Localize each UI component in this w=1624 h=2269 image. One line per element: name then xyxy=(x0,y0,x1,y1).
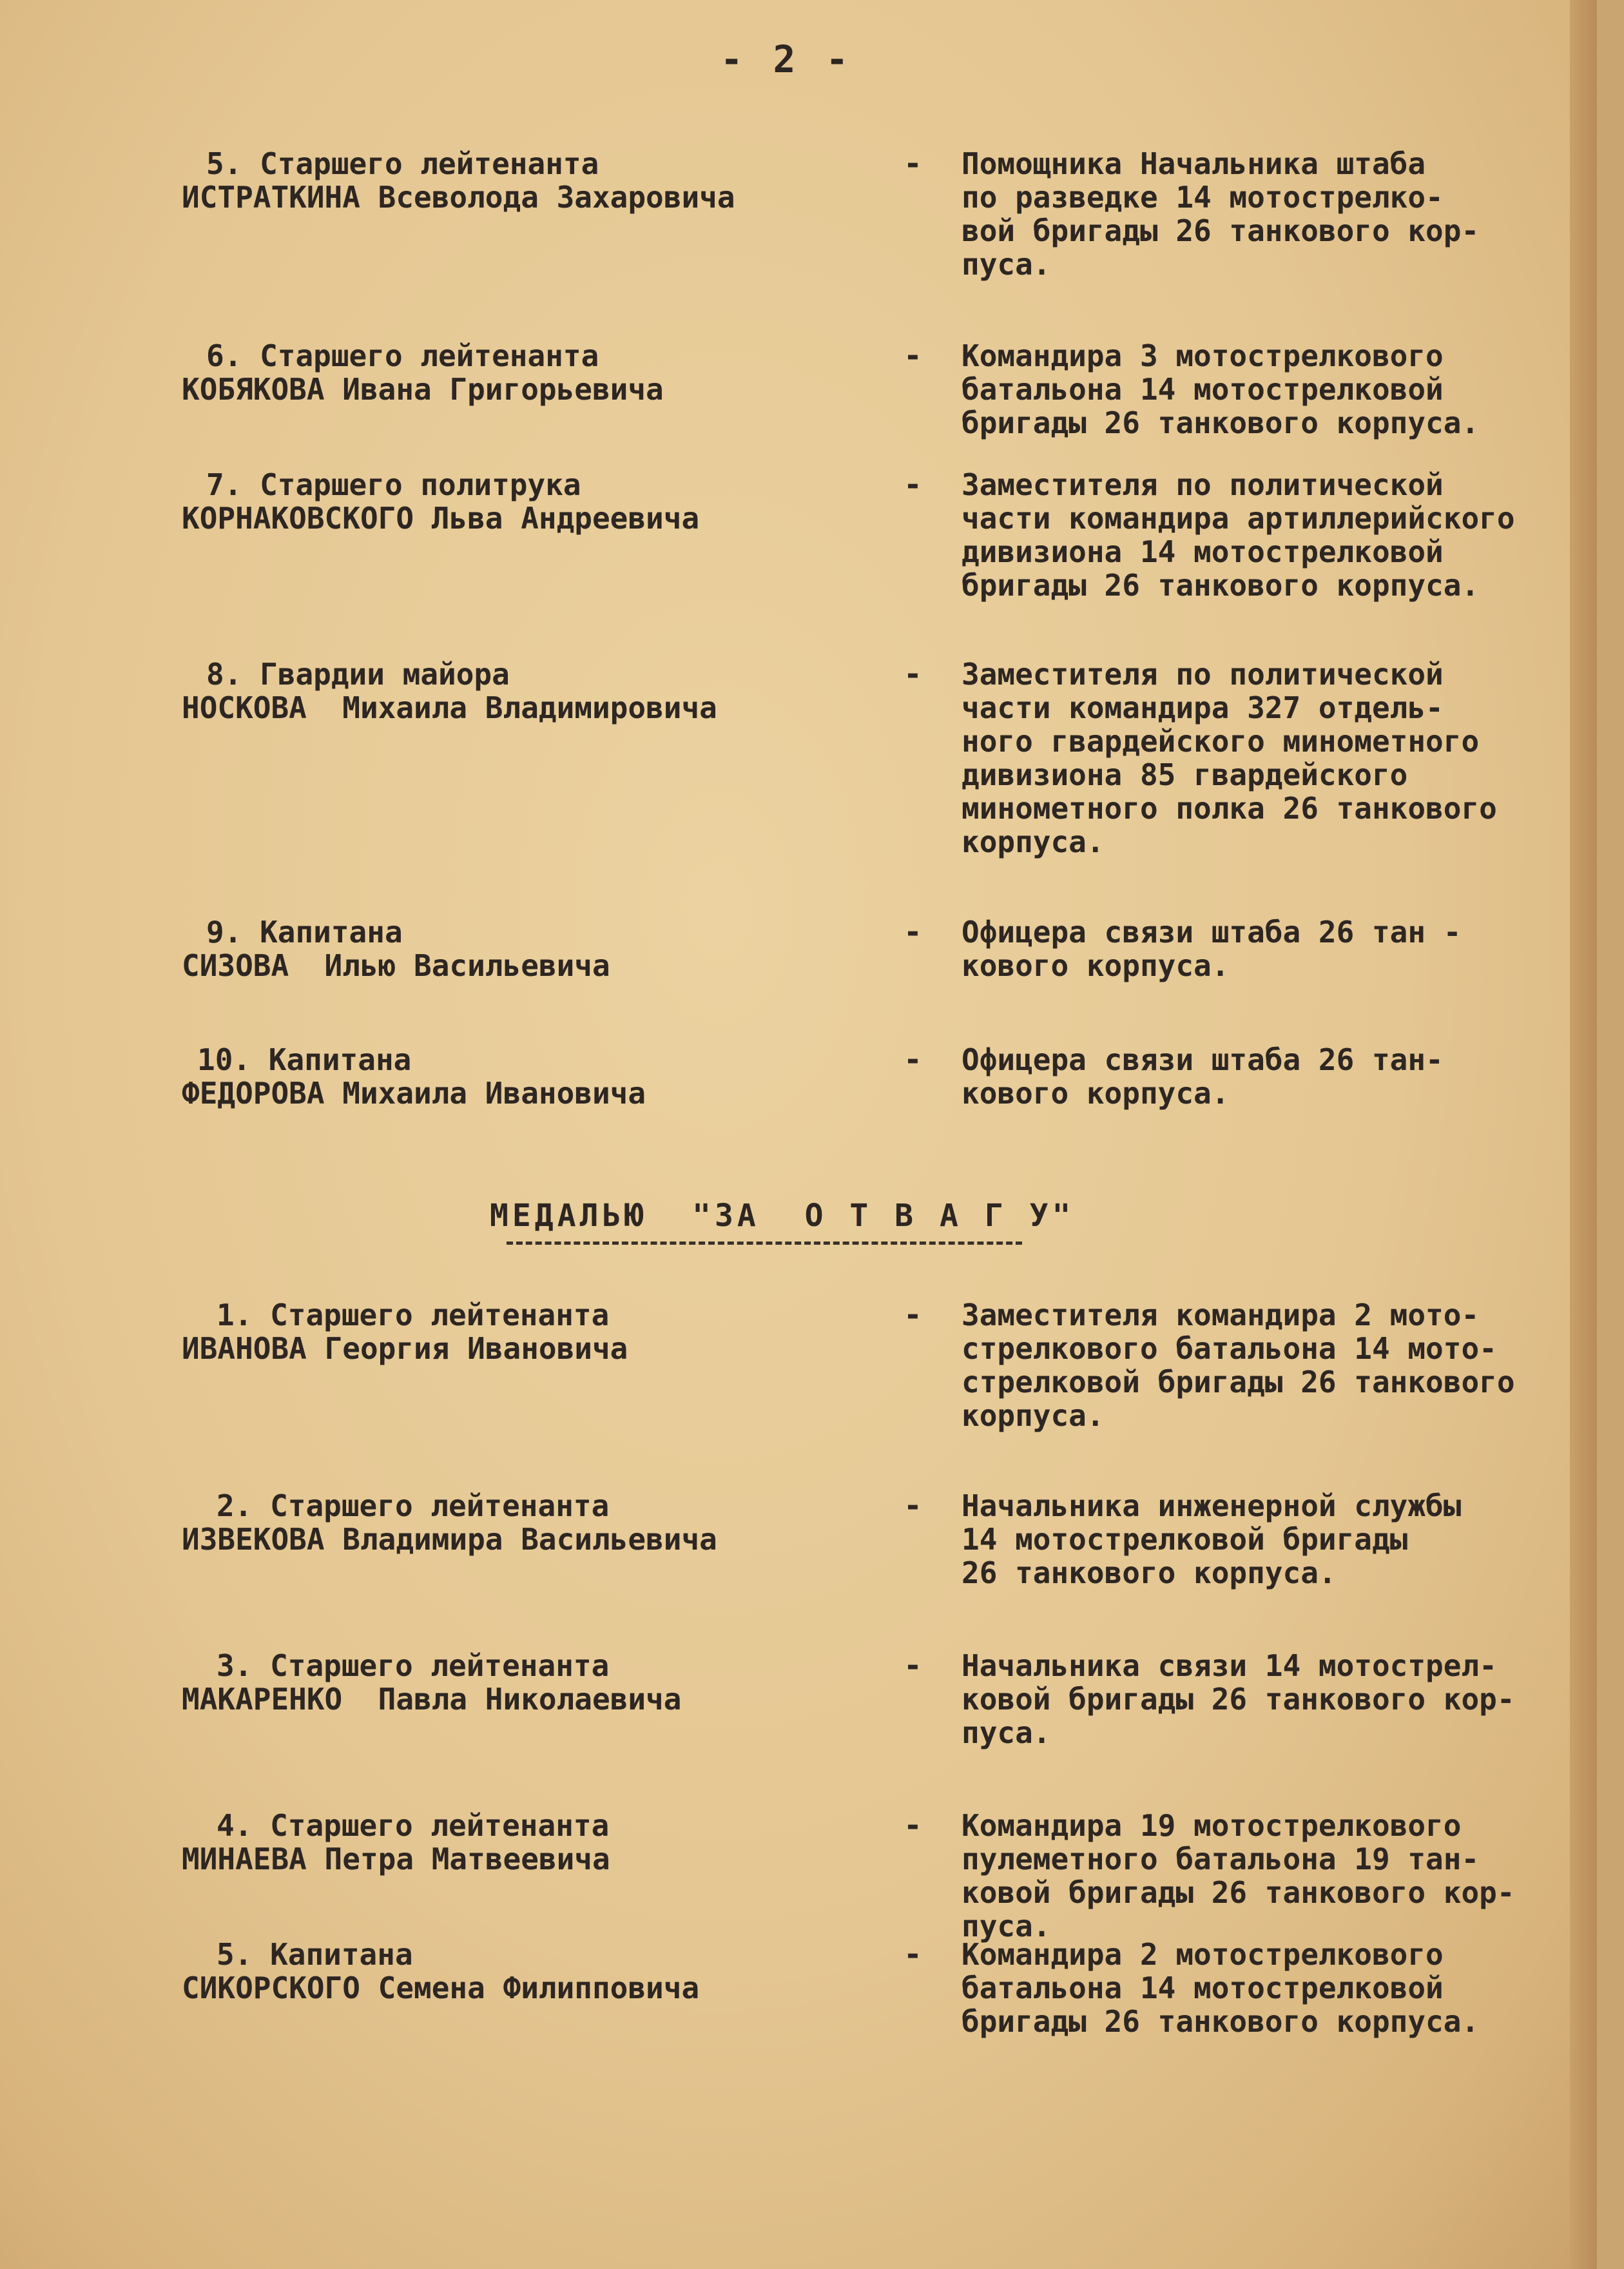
entry-position: Заместителя командира 2 мото- стрелкового батальона 14 мото- стрелковой бригады 26 танкового корпуса. xyxy=(962,1298,1515,1433)
entry-rank: 6. Старшего лейтенанта xyxy=(206,338,599,373)
entry-dash: - xyxy=(904,146,922,182)
entry-rank: 9. Капитана xyxy=(206,915,403,949)
entry-position: Командира 2 мотострелкового батальона 14 мотострелковой бригады 26 танкового корпуса. xyxy=(962,1937,1480,2039)
section-heading: МЕДАЛЬЮ "ЗА О Т В А Г У" xyxy=(490,1198,1075,1234)
entry-dash: - xyxy=(904,1807,922,1844)
entry-rank: 7. Старшего политрука xyxy=(206,467,581,502)
entry-name: МИНАЕВА Петра Матвеевича xyxy=(182,1842,610,1876)
entry-dash: - xyxy=(904,1488,922,1524)
entry-name: НОСКОВА Михаила Владимировича xyxy=(182,690,717,725)
entry-dash: - xyxy=(904,1042,922,1078)
heading-underline xyxy=(507,1242,1022,1245)
entry-name-block xyxy=(0,1809,876,1876)
entry-name-block xyxy=(0,1649,876,1716)
entry-name: ИЗВЕКОВА Владимира Васильевича xyxy=(182,1522,717,1557)
entry-name: СИЗОВА Илью Васильевича xyxy=(182,948,610,983)
entry-rank: 2. Старшего лейтенанта xyxy=(217,1488,610,1523)
entry-name-block xyxy=(0,1043,876,1110)
entry-name-block xyxy=(0,657,876,725)
page-number: - 2 - xyxy=(720,37,853,81)
entry-rank: 8. Гвардии майора xyxy=(206,657,510,692)
entry-name: СИКОРСКОГО Семена Филипповича xyxy=(182,1971,700,2005)
entry-name-block xyxy=(0,1938,876,2005)
entry-name: МАКАРЕНКО Павла Николаевича xyxy=(182,1682,682,1717)
entry-rank: 5. Старшего лейтенанта xyxy=(206,146,599,181)
entry-name-block xyxy=(0,1298,876,1365)
entry-position: Заместителя по политической части командира артиллерийского дивизиона 14 мотострелковой бригады 26 танкового корпуса. xyxy=(962,467,1515,603)
entry-rank: 3. Старшего лейтенанта xyxy=(217,1648,610,1683)
entry-dash: - xyxy=(904,656,922,692)
entry-position: Начальника инженерной службы 14 мотострелковой бригады 26 танкового корпуса. xyxy=(962,1488,1462,1590)
entry-name-block xyxy=(0,915,876,982)
entry-name: КОБЯКОВА Ивана Григорьевича xyxy=(182,372,664,407)
entry-rank: 5. Капитана xyxy=(217,1937,413,1972)
entry-dash: - xyxy=(904,467,922,503)
entry-position: Командира 3 мотострелкового батальона 14 мотострелковой бригады 26 танкового корпуса. xyxy=(962,338,1480,440)
entry-name-block xyxy=(0,1489,876,1556)
entry-rank: 4. Старшего лейтенанта xyxy=(217,1808,610,1843)
entry-position: Командира 19 мотострелкового пулеметного батальона 19 тан- ковой бригады 26 танкового кор- пуса. xyxy=(962,1808,1515,1943)
entry-rank: 10. Капитана xyxy=(197,1042,412,1077)
entry-dash: - xyxy=(904,1648,922,1684)
entry-dash: - xyxy=(904,1936,922,1972)
entry-position: Заместителя по политической части командира 327 отдель- ного гвардейского минометного дивизиона 85 гвардейского минометного полка 26 танкового корпуса. xyxy=(962,657,1497,859)
entry-name-block xyxy=(0,339,876,406)
entry-position: Начальника связи 14 мотострел- ковой бригады 26 танкового кор- пуса. xyxy=(962,1648,1515,1750)
entry-position: Офицера связи штаба 26 тан- кового корпуса. xyxy=(962,1042,1444,1111)
entry-rank: 1. Старшего лейтенанта xyxy=(217,1298,610,1332)
entry-position: Офицера связи штаба 26 тан - кового корпуса. xyxy=(962,915,1462,983)
entry-position: Помощника Начальника штаба по разведке 14 мотострелко- вой бригады 26 танкового кор- пуса. xyxy=(962,146,1480,282)
entry-name: ИСТРАТКИНА Всеволода Захаровича xyxy=(182,180,735,215)
entry-dash: - xyxy=(904,338,922,374)
entry-name-block xyxy=(0,468,876,535)
entry-name-block xyxy=(0,147,876,214)
entry-name: ФЕДОРОВА Михаила Ивановича xyxy=(182,1076,646,1111)
entry-dash: - xyxy=(904,1297,922,1333)
entry-name: ИВАНОВА Георгия Ивановича xyxy=(182,1331,628,1366)
entry-dash: - xyxy=(904,914,922,950)
entry-name: КОРНАКОВСКОГО Льва Андреевича xyxy=(182,501,700,536)
